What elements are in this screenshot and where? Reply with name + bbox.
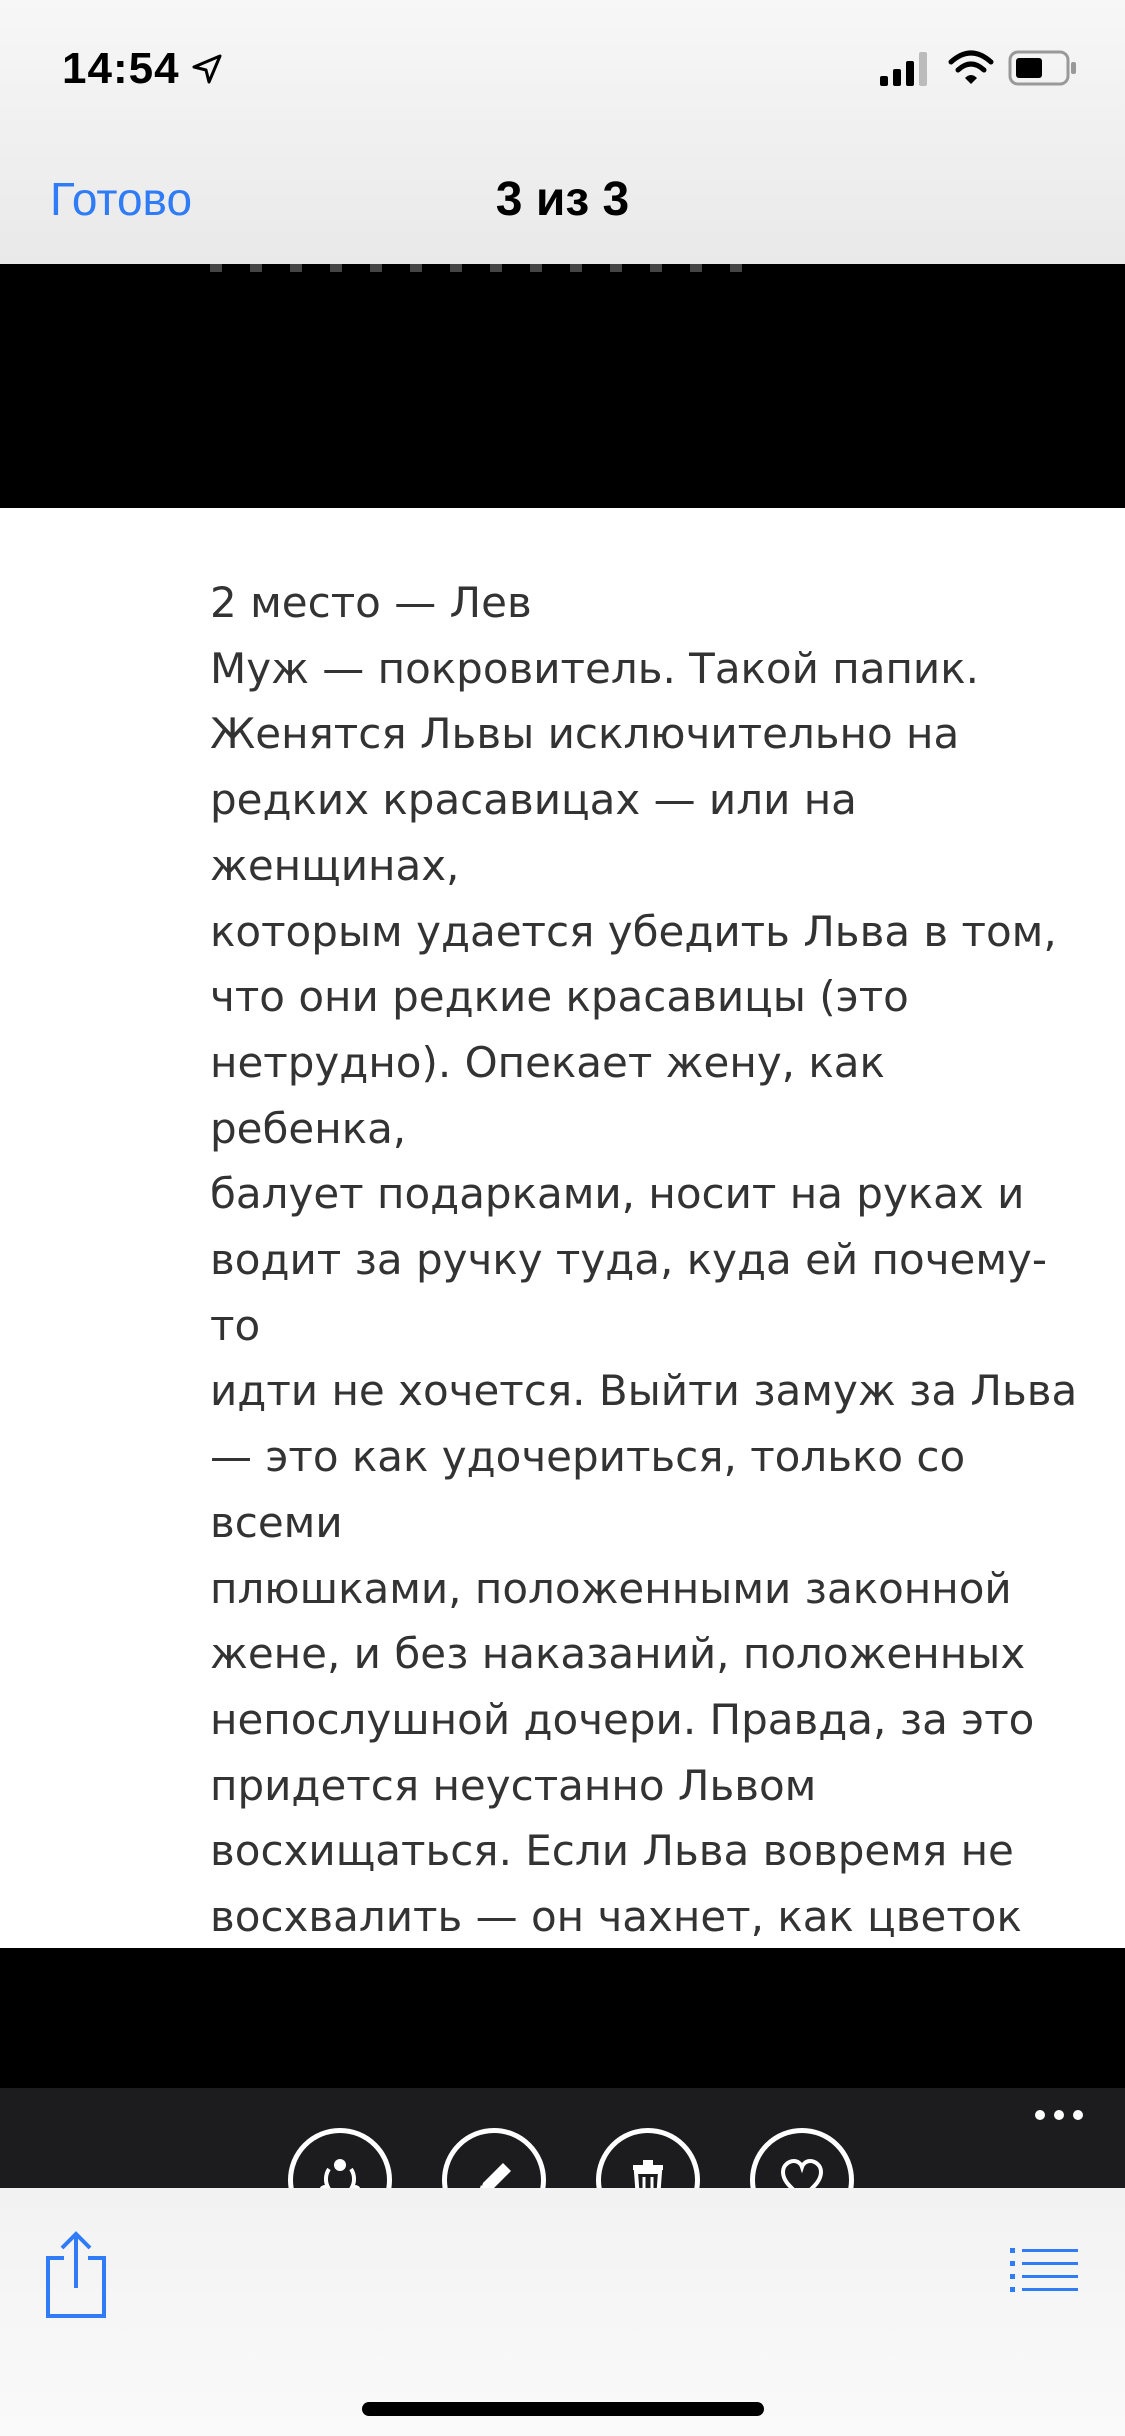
- battery-icon: [1008, 50, 1078, 86]
- list-icon[interactable]: [1010, 2246, 1078, 2296]
- share-circle-icon: [315, 2155, 365, 2188]
- cropped-text-fragment: [210, 264, 770, 272]
- done-button[interactable]: Готово: [50, 173, 193, 225]
- photo-top-black-area: [0, 264, 1125, 508]
- home-indicator[interactable]: [362, 2402, 764, 2416]
- favorite-button: [750, 2128, 854, 2188]
- location-arrow-icon: [192, 54, 222, 84]
- cellular-signal-icon: [880, 52, 930, 86]
- document-text: 2 место — Лев Муж — покровитель. Такой папик. Женятся Львы исключительно на редких красавицах — или на женщинах, которым удается убедить Льва в том, что они редкие красавицы (это нетрудно). Опекает жену, как ребенка, балует подарками, носит на руках и водит за ручку туда, куда ей почему-то идти не хочется. Выйти замуж за Льва — это как удочериться, только со всеми плюшками, положенными законной жене, и без наказаний, положенных непослушной дочери. Правда, за это придется неустанно Львом восхищаться. Если Льва вовремя не восхвалить — он чахнет, как цветок: [210, 578, 1078, 1942]
- edit-button: [442, 2128, 546, 2188]
- photo-embedded-toolbar: [0, 2088, 1125, 2188]
- top-bar: [0, 0, 1125, 264]
- photo-bottom-black-area: [0, 1948, 1125, 2088]
- share-icon[interactable]: [44, 2230, 108, 2320]
- page-counter: 3 из 3: [495, 173, 630, 226]
- wifi-icon: [948, 48, 994, 86]
- share-circle-button: [288, 2128, 392, 2188]
- heart-icon: [777, 2155, 827, 2188]
- bottom-toolbar: [0, 2188, 1125, 2436]
- delete-button: [596, 2128, 700, 2188]
- trash-icon: [623, 2155, 673, 2188]
- status-time: 14:54: [62, 44, 180, 93]
- pencil-icon: [469, 2155, 519, 2188]
- more-icon: [1034, 2108, 1084, 2122]
